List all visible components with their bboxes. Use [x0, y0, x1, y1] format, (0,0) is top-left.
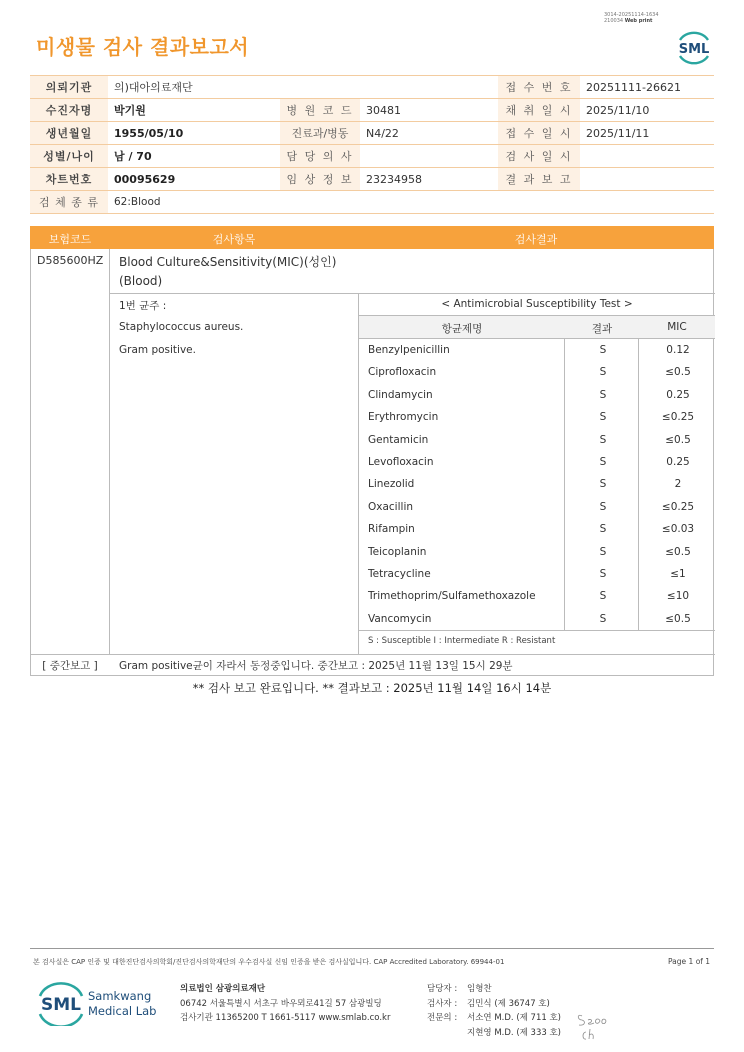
- logo-name-line1: Samkwang: [88, 989, 152, 1003]
- susceptibility-legend: S : Susceptible I : Intermediate R : Resistant: [368, 636, 556, 646]
- logo-name-line2: Medical Lab: [88, 1004, 157, 1018]
- doc-meta-line2: 210034: [604, 18, 624, 24]
- ast-title: < Antimicrobial Susceptibility Test >: [441, 298, 633, 310]
- label-test-date: 검 사 일 시: [498, 145, 580, 168]
- footer-divider: [30, 948, 714, 949]
- samkwang-logo-icon: [36, 980, 176, 1026]
- label-department-ward: 진료과/병동: [280, 122, 360, 145]
- antibiotic-row: [359, 406, 715, 428]
- antibiotic-mic: ≤0.03: [661, 523, 695, 536]
- staff-role: 전문의 :: [427, 1013, 458, 1023]
- doc-meta-line1: 3014-20251114-1634: [604, 12, 659, 18]
- staff-row: [427, 997, 561, 1012]
- value-specimen-type: 62:Blood: [108, 191, 714, 214]
- antibiotic-result: S: [599, 478, 607, 491]
- specimen-label: (Blood): [119, 274, 163, 288]
- antibiotic-mic: ≤0.5: [665, 612, 691, 625]
- info-row: [30, 191, 714, 214]
- antibiotic-result: S: [599, 523, 607, 536]
- label-sex-age: 성별/나이: [30, 145, 108, 168]
- value-test-date: [580, 145, 714, 168]
- page-title: 미생물 검사 결과보고서: [36, 35, 250, 59]
- signature-image: [574, 1008, 614, 1042]
- header-test-item: 검사항목: [212, 233, 256, 246]
- result-table: [30, 226, 714, 676]
- staff-name: 지현영 M.D. (제 333 호): [467, 1027, 562, 1038]
- page-number: Page 1 of 1: [668, 957, 711, 966]
- label-clinical-info: 임 상 정 보: [280, 168, 360, 191]
- header-test-result: 검사결과: [514, 233, 558, 246]
- value-requesting-institution: 의)대아의료재단: [108, 76, 498, 99]
- antibiotic-name: Teicoplanin: [368, 545, 427, 558]
- antibiotic-row: [359, 384, 715, 406]
- staff-name: 서소연 M.D. (제 711 호): [467, 1013, 562, 1023]
- antibiotic-row: [359, 473, 715, 495]
- value-result-report: [580, 168, 714, 191]
- staff-row: [427, 982, 561, 997]
- label-specimen-type: 검 체 종 류: [30, 191, 108, 214]
- test-name: Blood Culture&Sensitivity(MIC)(성인): [119, 255, 337, 269]
- web-print-label: Web print: [624, 18, 653, 24]
- antibiotic-name: Benzylpenicillin: [368, 344, 450, 356]
- antibiotic-row: [359, 585, 715, 607]
- staff-role: 담당자 :: [427, 984, 458, 994]
- antibiotic-mic: ≤10: [666, 590, 690, 603]
- label-chart-number: 차트번호: [30, 168, 108, 191]
- antibiotic-row: [359, 361, 715, 383]
- sml-logo-icon: [674, 28, 714, 66]
- logo-mark-text: SML: [41, 995, 81, 1015]
- antibiotic-name: Rifampin: [368, 523, 415, 536]
- antibiotic-mic: 0.12: [666, 344, 690, 356]
- antibiotic-name: Ciprofloxacin: [368, 366, 437, 379]
- value-hospital-code: 30481: [360, 99, 498, 122]
- antibiotic-name: Levofloxacin: [368, 456, 434, 468]
- value-collection-date: 2025/11/10: [580, 99, 714, 122]
- antibiotic-row: [359, 451, 715, 473]
- info-row: [30, 145, 714, 168]
- divider: [109, 249, 110, 654]
- organization-info: [180, 982, 390, 1026]
- antibiotic-result: S: [599, 612, 607, 625]
- antibiotic-result: S: [599, 568, 607, 580]
- value-receipt-date: 2025/11/11: [580, 122, 714, 145]
- label-receipt-date: 접 수 일 시: [498, 122, 580, 145]
- info-row: [30, 168, 714, 191]
- organism-name: Staphylococcus aureus.: [119, 321, 244, 333]
- antibiotic-name: Oxacillin: [368, 500, 414, 513]
- info-row: [30, 76, 714, 99]
- antibiotic-mic: ≤0.5: [665, 545, 691, 558]
- antibiotic-name: Clindamycin: [368, 388, 433, 401]
- organization-address: 06742 서울특별시 서초구 바우뫼로41길 57 삼광빌딩: [180, 998, 382, 1009]
- antibiotic-row: [359, 518, 715, 540]
- value-receipt-number: 20251111-26621: [580, 76, 714, 99]
- antibiotic-mic: 0.25: [666, 388, 690, 401]
- info-row: [30, 122, 714, 145]
- antibiotic-row: [359, 563, 715, 585]
- divider: [31, 654, 715, 655]
- antibiotic-row: [359, 496, 715, 518]
- antibiotic-result: S: [599, 590, 607, 603]
- antibiotic-result: S: [599, 411, 607, 424]
- gram-stain: Gram positive.: [119, 344, 196, 356]
- antibiotic-name: Trimethoprim/Sulfamethoxazole: [368, 590, 536, 603]
- header-insurance-code: 보험코드: [48, 233, 92, 246]
- organism-label: 1번 균주 :: [119, 300, 167, 312]
- interim-report-label: [ 중간보고 ]: [42, 660, 98, 672]
- final-report-text: ** 검사 보고 완료입니다. ** 결과보고 : 2025년 11월 14일 16시 14분: [192, 681, 552, 695]
- value-birth-date: 1955/05/10: [108, 122, 280, 145]
- antibiotic-name: Linezolid: [368, 478, 415, 491]
- value-clinical-info: 23234958: [360, 168, 498, 191]
- interim-report-text: Gram positive균이 자라서 동정중입니다. 중간보고 : 2025년 11월 13일 15시 29분: [119, 660, 513, 672]
- staff-list: [427, 982, 561, 1040]
- value-patient-name: 박기원: [108, 99, 280, 122]
- antibiotic-mic: ≤1: [670, 568, 686, 580]
- insurance-code: D585600HZ: [37, 254, 104, 267]
- antibiotic-mic: ≤0.25: [661, 411, 695, 424]
- antibiotic-result: S: [599, 366, 607, 379]
- antibiotic-row: [359, 429, 715, 451]
- antibiotic-mic: 2: [674, 478, 682, 491]
- value-doctor: [360, 145, 498, 168]
- staff-name: 김민식 (제 36747 호): [467, 998, 550, 1009]
- antibiotic-result: S: [599, 456, 607, 468]
- antibiotic-mic: ≤0.5: [665, 433, 691, 446]
- staff-role: 검사자 :: [427, 998, 458, 1009]
- patient-info-table: [30, 75, 714, 214]
- antibiotic-name: Erythromycin: [368, 411, 439, 424]
- antibiotic-name: Vancomycin: [368, 612, 432, 625]
- label-receipt-number: 접 수 번 호: [498, 76, 580, 99]
- document-meta: [604, 12, 659, 24]
- logo-top-text: SML: [678, 42, 710, 57]
- organization-name: 의료법인 삼광의료재단: [180, 984, 266, 994]
- label-doctor: 담 당 의 사: [280, 145, 360, 168]
- antibiotic-result: S: [599, 500, 607, 513]
- organization-contact: 검사기관 11365200 T 1661-5117 www.smlab.co.kr: [180, 1013, 391, 1023]
- antibiotic-row: [359, 339, 715, 361]
- divider: [109, 293, 715, 294]
- antibiotic-result: S: [599, 433, 607, 446]
- staff-row: [427, 1026, 561, 1041]
- label-patient-name: 수진자명: [30, 99, 108, 122]
- antibiotic-mic: ≤0.25: [661, 500, 695, 513]
- staff-row: [427, 1011, 561, 1026]
- value-department-ward: N4/22: [360, 122, 498, 145]
- antibiotic-result: S: [599, 344, 607, 356]
- info-row: [30, 99, 714, 122]
- value-sex-age: 남 / 70: [108, 145, 280, 168]
- antibiotic-result: S: [599, 388, 607, 401]
- label-requesting-institution: 의뢰기관: [30, 76, 108, 99]
- antibiotic-name: Gentamicin: [368, 433, 429, 446]
- antibiotic-name: Tetracycline: [368, 568, 431, 580]
- antibiotic-result: S: [599, 545, 607, 558]
- antibiotic-mic: ≤0.5: [665, 366, 691, 379]
- antibiotic-mic: 0.25: [666, 456, 690, 468]
- label-collection-date: 채 취 일 시: [498, 99, 580, 122]
- ast-header-mic: MIC: [667, 321, 687, 333]
- ast-header-name: 항균제명: [441, 323, 483, 335]
- accreditation-note: 본 검사실은 CAP 인증 및 대한진단검사의학회/진단검사의학재단의 우수검사실 신임 인증을 받은 검사실입니다. CAP Accredited Laboratory. 69944-01: [33, 958, 505, 966]
- value-chart-number: 00095629: [108, 168, 280, 191]
- antibiotic-row: [359, 541, 715, 563]
- staff-name: 임형찬: [467, 984, 492, 994]
- label-result-report: 결 과 보 고: [498, 168, 580, 191]
- antibiotic-row: [359, 608, 715, 630]
- result-header-bar: [30, 226, 714, 249]
- label-hospital-code: 병 원 코 드: [280, 99, 360, 122]
- label-birth-date: 생년월일: [30, 122, 108, 145]
- divider: [358, 315, 715, 316]
- ast-header-result: 결과: [591, 323, 613, 335]
